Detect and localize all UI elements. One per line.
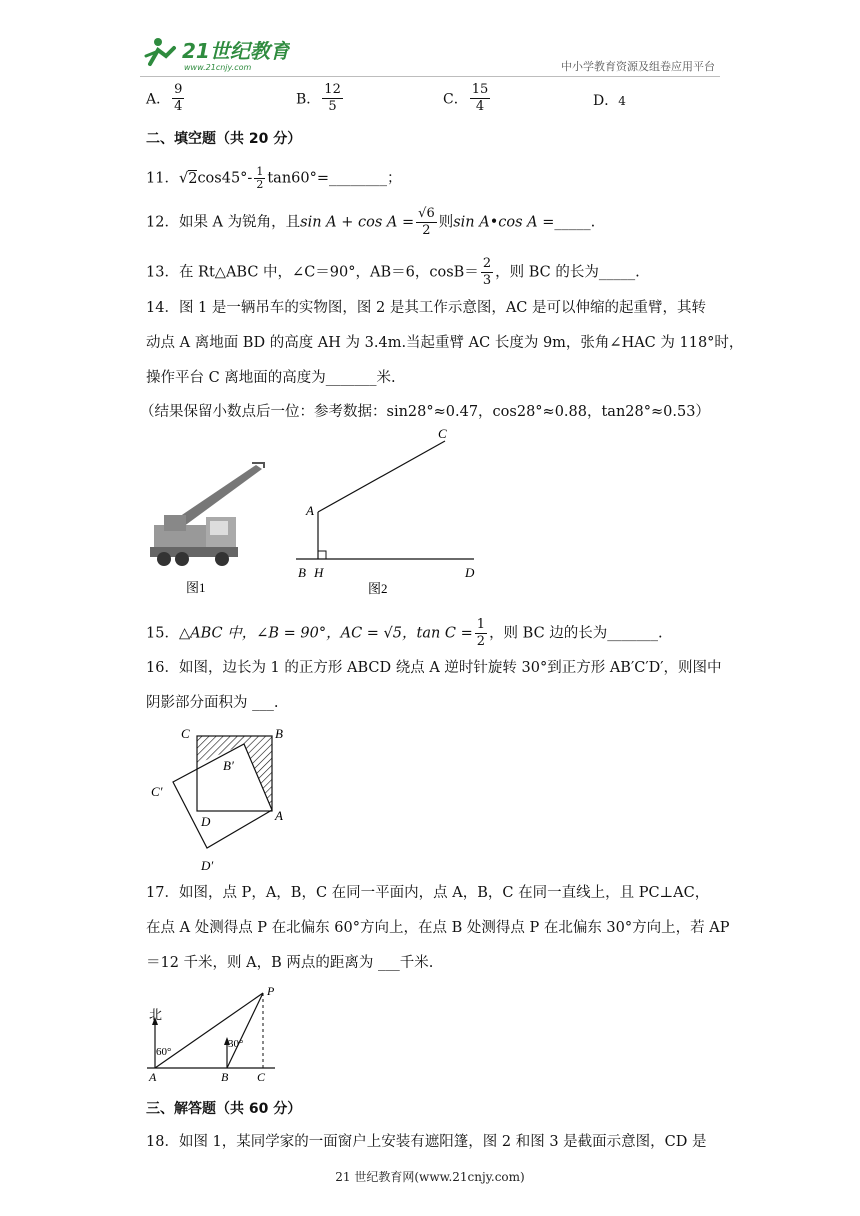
svg-text:H: H xyxy=(314,565,324,580)
question-17-line1: 17．如图，点 P，A，B，C 在同一平面内，点 A，B，C 在同一直线上，且 PC⊥AC， xyxy=(146,885,710,901)
question-13: 13．在 Rt△ABC 中，∠C＝90°，AB＝6，cosB＝ $\frac{2}{3}$ ，则 BC 的长为_____. xyxy=(146,256,640,288)
svg-text:A: A xyxy=(149,1070,157,1084)
question-17-line3: ＝12 千米，则 A，B 两点的距离为 ___千米. xyxy=(146,955,434,971)
svg-text:C: C xyxy=(181,726,190,741)
svg-text:B: B xyxy=(298,565,306,580)
figure-16-squares xyxy=(145,722,295,886)
choice-b: B． $\frac{12}{5}$ xyxy=(296,82,341,114)
question-14-line4: （结果保留小数点后一位：参考数据：sin28°≈0.47，cos28°≈0.88，tan28°≈0.53） xyxy=(140,404,710,420)
svg-text:60°: 60° xyxy=(156,1046,172,1058)
question-14-line2: 动点 A 离地面 BD 的高度 AH 为 3.4m.当起重臂 AC 长度为 9m，张角∠HAC 为 118°时， xyxy=(146,335,744,351)
section-answer-heading: 三、解答题（共 60 分） xyxy=(146,1101,302,1117)
svg-text:B: B xyxy=(221,1070,229,1084)
svg-text:D: D xyxy=(201,814,211,829)
page-footer: 21 世纪教育网(www.21cnjy.com) xyxy=(335,1170,525,1184)
svg-text:30°: 30° xyxy=(228,1038,244,1050)
question-16-line1: 16．如图，边长为 1 的正方形 ABCD 绕点 A 逆时针旋转 30°到正方形 AB′C′D′，则图中 xyxy=(146,660,722,676)
header-rule xyxy=(140,76,720,77)
svg-text:21世纪教育: 21世纪教育 xyxy=(182,39,290,63)
svg-text:C′: C′ xyxy=(151,784,163,799)
question-14-line3: 操作平台 C 离地面的高度为_______米. xyxy=(146,370,396,386)
question-11: 11．√2cos45°- $\frac{1}{2}$ tan60°=________； xyxy=(146,165,402,191)
svg-text:北: 北 xyxy=(149,1007,163,1022)
question-14-line1: 14．图 1 是一辆吊车的实物图，图 2 是其工作示意图，AC 是可以伸缩的起重臂，其转 xyxy=(146,300,707,316)
svg-text:C: C xyxy=(257,1070,266,1084)
svg-text:B′: B′ xyxy=(223,758,234,773)
question-17-line2: 在点 A 处测得点 P 在北偏东 60°方向上，在点 B 处测得点 P 在北偏东 30°方向上，若 AP xyxy=(146,920,730,936)
choice-d: D．4 xyxy=(593,93,626,109)
svg-text:B: B xyxy=(275,726,283,741)
question-16-line2: 阴影部分面积为 ___. xyxy=(146,695,279,711)
svg-text:C: C xyxy=(438,426,447,441)
svg-text:A: A xyxy=(275,808,283,823)
svg-text:D: D xyxy=(465,565,475,580)
crane-photo xyxy=(146,455,271,604)
svg-text:P: P xyxy=(267,984,275,998)
question-12: 12．如果 A 为锐角，且sin A + cos A = $\frac{√6}{2}$ 则sin A•cos A =_____. xyxy=(146,206,596,238)
site-logo xyxy=(140,34,290,78)
svg-text:www.21cnjy.com: www.21cnjy.com xyxy=(184,63,252,72)
platform-name: 中小学教育资源及组卷应用平台 xyxy=(561,60,715,73)
svg-text:图2: 图2 xyxy=(368,581,388,596)
question-15: 15．△ABC 中，∠B = 90°，AC = √5，tan C = $\frac{1}{2}$ ，则 BC 边的长为_______. xyxy=(146,617,663,649)
figure-17-bearings xyxy=(145,983,285,1089)
question-18-line1: 18．如图 1，某同学家的一面窗户上安装有遮阳篷，图 2 和图 3 是截面示意图，CD 是 xyxy=(146,1134,707,1150)
choice-c: C． $\frac{15}{4}$ xyxy=(443,82,489,114)
figure-2-diagram xyxy=(290,420,490,604)
choice-a: A． $\frac{9}{4}$ xyxy=(146,82,183,114)
svg-text:D′: D′ xyxy=(201,858,214,873)
svg-text:A: A xyxy=(306,503,314,518)
section-fill-heading: 二、填空题（共 20 分） xyxy=(146,131,302,147)
svg-text:图1: 图1 xyxy=(186,580,206,595)
